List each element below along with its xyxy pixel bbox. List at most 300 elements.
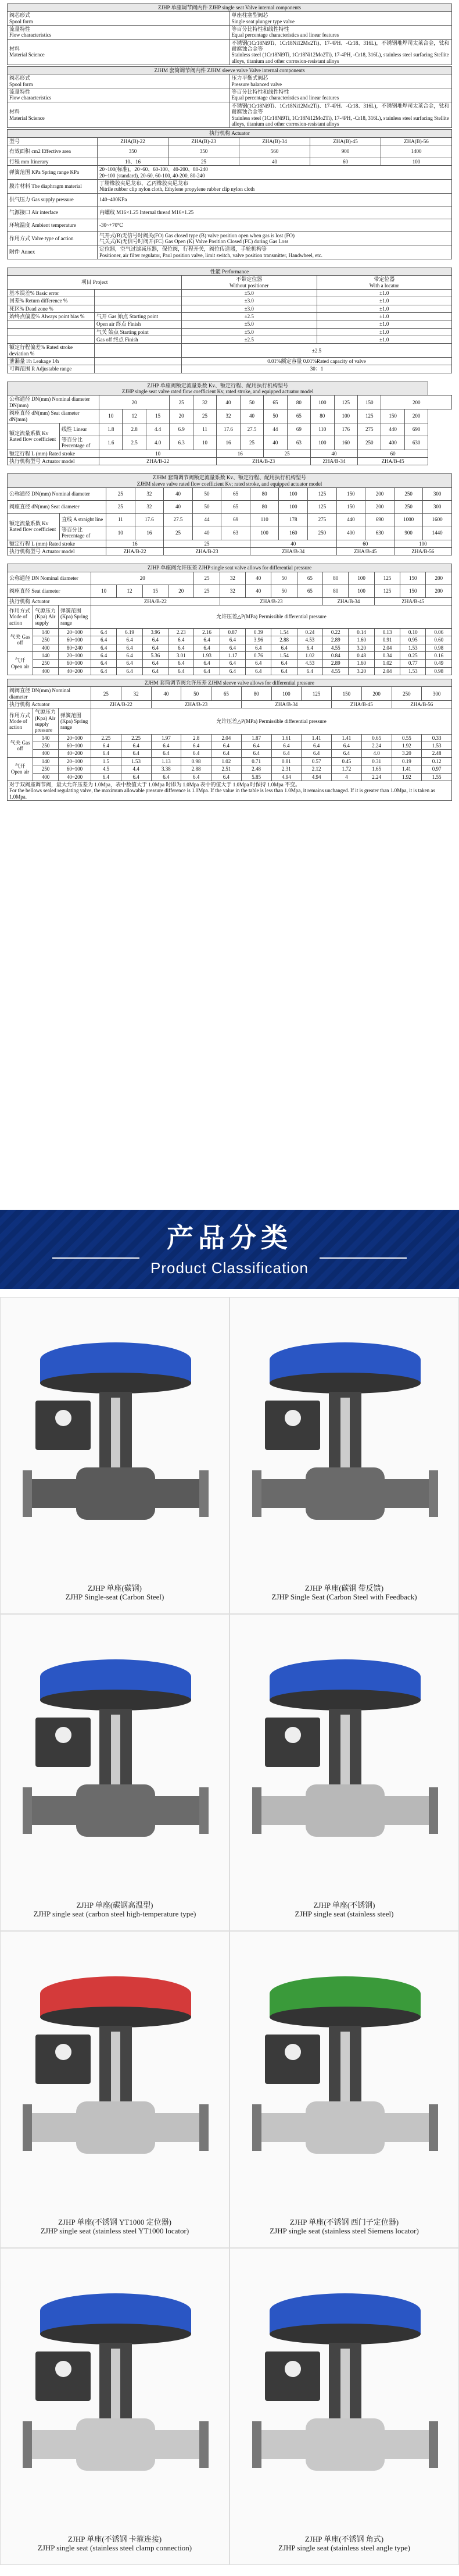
kv1-eq: 250: [357, 436, 381, 450]
valve-photo: [12, 1305, 218, 1584]
spec-row: [8, 88, 452, 102]
performance-table: [7, 268, 452, 373]
kv1-eq: 6.3: [170, 436, 193, 450]
inlet-flange: [23, 2104, 32, 2151]
dp1-value: 6.4: [246, 667, 271, 675]
kv2-linear: 110: [250, 513, 279, 526]
dp2-value: 1.53: [422, 742, 452, 750]
inlet-flange: [252, 2421, 261, 2468]
kv2-seat: 32: [135, 500, 164, 513]
kv2-stroke: 60: [336, 540, 394, 547]
dp2-value: 0.55: [392, 734, 422, 742]
kv2-dn: 250: [394, 487, 423, 500]
kv2-dn: 25: [106, 487, 135, 500]
kv1-eq: 100: [311, 436, 334, 450]
product-caption: [230, 1901, 458, 1919]
valve-inlet: [30, 1796, 76, 1825]
valve-inlet: [259, 2113, 306, 2142]
dp1-value: 1.93: [194, 652, 220, 660]
performance-row: [8, 365, 452, 373]
dp1-supply: 250: [33, 660, 59, 667]
dp2-value: 6.4: [241, 750, 271, 757]
outlet-flange: [199, 1787, 209, 1834]
actuator-stroke: 10、16: [98, 158, 168, 165]
dp2-value: 6.4: [91, 742, 121, 750]
actuator-flange: [270, 2007, 421, 2028]
dp2-value: 6.4: [151, 750, 181, 757]
dp1-value: 6.4: [271, 660, 297, 667]
dp2-value: 2.12: [302, 765, 332, 773]
dp1-spring: 40~200: [59, 667, 91, 675]
dp1-value: 6.4: [91, 644, 117, 651]
performance-sub: Open air 终点 Finish: [95, 320, 182, 328]
kv2-dn: 200: [365, 487, 395, 500]
valve-photo: [242, 2256, 448, 2535]
dp1-value: 6.4: [142, 644, 168, 651]
dp1-seat: 65: [297, 585, 322, 597]
actuator-flange: [40, 1690, 191, 1711]
performance-sub: [95, 297, 182, 305]
kv2-linear: 178: [279, 513, 308, 526]
spec-value-line: Equal percentage characteristics and linear features: [231, 95, 339, 101]
valve-photo: [12, 2256, 218, 2535]
product-classification-banner: [0, 1210, 459, 1289]
dp1-spring: 20~100: [59, 652, 91, 660]
dp1-value: 0.14: [349, 628, 374, 636]
dp1-value: 6.4: [91, 660, 117, 667]
dp2-value: 0.98: [181, 757, 211, 765]
dp1-value: 4.55: [323, 667, 349, 675]
kv2-actuator: ZHA/B-34: [250, 547, 336, 555]
dp1-dn: 80: [323, 572, 349, 585]
spring-range-cn: 20~100(标准)，20~60、60-100、40-200、80-240: [99, 166, 208, 173]
valve-photo: [242, 1622, 448, 1901]
outlet-flange: [199, 2104, 209, 2151]
spec-value-line: Stainless steel (1Cr18Ni9Ti, 1Cr18Ni12Mo2Ti), 17-4PH, -Cr18, 316L), stainless steel surfacing Stellite alloys, titanium and other corrosion-resistant alloys: [231, 52, 449, 64]
action-fc: 气关式(K)无信号时阀开(FC) Gas Open (K) Valve Position Closed (FC) during Gas Loss: [99, 238, 289, 244]
kv1-eq: 160: [334, 436, 357, 450]
zjhm-internals-table: [7, 66, 452, 128]
outlet-flange: [199, 1470, 209, 1517]
dp1-col-spring: 弹簧范围 (Kpa) Spring range: [59, 605, 91, 628]
dp1-value: 6.4: [194, 644, 220, 651]
kv2-linear-label: 直线 A straight line: [60, 513, 106, 526]
dp1-dn: 125: [374, 572, 400, 585]
kv2-eq: 630: [365, 526, 395, 540]
dp2-col-spring: 弹簧范围 (Kpa) Spring range: [59, 708, 91, 734]
product-caption-en: ZJHP single seat (stainless steel Siemens locator): [270, 2226, 419, 2236]
product-caption-cn: ZJHP 单座(不锈钢 卡箍连接): [67, 2535, 162, 2544]
dp1-value: 0.13: [374, 628, 400, 636]
dp1-actuator-label: 执行机构 Actuator: [8, 597, 91, 605]
dp1-mode-open-air: 气开 Open air: [8, 652, 33, 675]
kv1-dn: 20: [99, 396, 170, 409]
dp2-value: 2.04: [211, 734, 242, 742]
dp2-value: 2.8: [181, 734, 211, 742]
actuator-stroke: 100: [381, 158, 452, 165]
spec-value-line: 等百分比特性和线性特性: [231, 26, 289, 33]
dp1-value: 1.60: [349, 660, 374, 667]
product-card[interactable]: [0, 1614, 230, 1931]
zjhm-dp-title: ZJHM 套筒调节阀允许压差 ZJHM sleeve valve allows for differential pressure: [8, 679, 452, 687]
actuator-model: ZHA(B)-45: [310, 137, 381, 145]
kv2-dn: 32: [135, 487, 164, 500]
kv1-actuator: ZHA/B-34: [311, 457, 358, 465]
dp2-actuator: ZHA/B-22: [91, 701, 152, 708]
kv1-linear: 6.9: [170, 423, 193, 436]
kv2-linear: 27.5: [164, 513, 193, 526]
banner-title-en: Product Classification: [150, 1259, 309, 1277]
valve-outlet: [155, 2113, 202, 2142]
dp2-supply: 250: [33, 742, 59, 750]
dp1-value: 5.36: [142, 652, 168, 660]
dp1-dn: 100: [349, 572, 374, 585]
kv2-stroke: 100: [394, 540, 451, 547]
dp1-row: [8, 628, 452, 636]
kv2-linear: 690: [365, 513, 395, 526]
spec-row: [8, 39, 452, 65]
dp2-value: 6.4: [181, 750, 211, 757]
valve-stem: [111, 2349, 120, 2418]
dp1-value: 0.16: [426, 652, 452, 660]
product-caption: [230, 2218, 458, 2236]
dp1-value: 6.4: [297, 644, 322, 651]
dp2-value: 1.55: [422, 773, 452, 781]
spec-label: [8, 39, 230, 65]
performance-label: [8, 320, 95, 328]
kv1-dn: 150: [357, 396, 381, 409]
dp2-value: 1.41: [392, 765, 422, 773]
dp1-seat: 10: [91, 585, 117, 597]
performance-row: [8, 336, 452, 344]
dp1-seat: 125: [374, 585, 400, 597]
actuator-stroke: 60: [310, 158, 381, 165]
valve-stem: [111, 2032, 120, 2101]
actuator-flange: [270, 1373, 421, 1394]
product-card[interactable]: [230, 1297, 459, 1614]
performance-row: [8, 290, 452, 297]
dp2-value: 6.4: [181, 742, 211, 750]
dp1-dn: 40: [246, 572, 271, 585]
dp1-supply: 400: [33, 644, 59, 651]
action-label: 作用方式 Valve type of action: [8, 231, 98, 245]
actuator-area: 560: [239, 145, 310, 158]
spec-value-line: 不锈钢(1Cr18Ni9Ti、1Cr18Ni12Mo2Ti)、17-4PH、-Cr18、316L)，不锈钢堆焊司太莱合金，钛和耐腐蚀合金等: [231, 40, 450, 52]
performance-with: ±1.0: [317, 305, 452, 312]
dp2-dn-label: 阀阀直径 DN(mm) Nominal diameter: [8, 687, 91, 701]
dp1-dn: 32: [220, 572, 245, 585]
dp2-value: 4.5: [91, 765, 121, 773]
product-caption: [230, 2535, 458, 2553]
performance-row: [8, 358, 452, 365]
kv1-eq: 2.5: [123, 436, 146, 450]
valve-stem: [111, 1715, 120, 1784]
valve-stem: [340, 2032, 350, 2101]
dp2-value: 0.57: [302, 757, 332, 765]
kv2-dn: 65: [221, 487, 250, 500]
without-positioner-cn: 不带定位器: [236, 276, 263, 283]
dp2-dn: 80: [241, 687, 271, 701]
kv1-dn: 80: [287, 396, 310, 409]
performance-sub: [95, 365, 182, 373]
kv1-seat: 50: [264, 409, 287, 423]
spec-label: [8, 102, 230, 127]
kv1-stroke: 25: [264, 450, 311, 457]
spec-label-line: Spool form: [9, 18, 33, 24]
dp2-col-mode: 作用方式 Mode of action: [8, 708, 33, 734]
dp2-value: 1.72: [332, 765, 362, 773]
product-caption-en: ZJHP Single Seat (Carbon Steel with Feedback): [271, 1592, 417, 1602]
product-caption: [230, 1584, 458, 1602]
dp2-value: 6.4: [211, 750, 242, 757]
kv2-linear: 1600: [423, 513, 452, 526]
performance-with: ±1.0: [317, 313, 452, 320]
performance-with: ±1.0: [317, 290, 452, 297]
kv1-eq: 63: [287, 436, 310, 450]
spec-value-line: 单座柱塞型阀芯: [231, 12, 268, 19]
spec-label: [8, 88, 230, 102]
dp1-value: 6.4: [194, 660, 220, 667]
dp1-actuator: ZHA/B-23: [220, 597, 322, 605]
dp2-actuator: ZHA/B-45: [332, 701, 392, 708]
dp2-value: 1.41: [332, 734, 362, 742]
dp2-value: 1.5: [91, 757, 121, 765]
performance-value: ±2.5: [182, 344, 452, 358]
spec-label-line: Material Science: [9, 52, 45, 58]
dp2-value: 3.38: [151, 765, 181, 773]
dp1-dn: 65: [297, 572, 322, 585]
product-card[interactable]: [0, 2248, 230, 2565]
spec-value-line: 不锈钢(1Cr18Ni9Ti、1Cr18Ni12Mo2Ti)、17-4PH、-Cr18、316L)，不锈钢堆焊司太莱合金，钛和耐腐蚀合金等: [231, 102, 450, 115]
dp1-seat: 150: [400, 585, 426, 597]
dp1-value: 3.96: [142, 628, 168, 636]
pressure-gauge-icon: [55, 2361, 71, 2377]
spec-value: [230, 12, 452, 26]
supply-value: 140~400KPa: [98, 193, 452, 206]
dp2-value: 4.4: [121, 765, 151, 773]
spec-label-line: Flow characteristics: [9, 32, 52, 38]
interface-label: 气源接口 Air interface: [8, 206, 98, 219]
pressure-gauge-icon: [55, 1727, 71, 1743]
kv1-eq-label: 等百分比 Percentage of: [60, 436, 99, 450]
kv1-actuator: ZHA/B-22: [99, 457, 217, 465]
dp1-value: 0.06: [426, 628, 452, 636]
product-card[interactable]: [0, 1931, 230, 2248]
dp2-value: 6.4: [211, 742, 242, 750]
zjhm-kv-title-en: ZJHM sleeve valve rated flow coefficient Kv; rated stroke, and equipped actuator model: [137, 480, 322, 487]
dp2-value: 4.94: [302, 773, 332, 781]
dp2-spring: 60~100: [59, 765, 91, 773]
product-caption: [1, 2535, 229, 2553]
dp2-spring: 20~100: [59, 757, 91, 765]
dp1-value: 3.01: [168, 652, 194, 660]
dp1-value: 0.76: [246, 652, 271, 660]
kv2-seat: 40: [164, 500, 193, 513]
product-card[interactable]: [230, 1614, 459, 1931]
performance-without: ±5.0: [182, 328, 317, 336]
product-card[interactable]: [230, 2248, 459, 2565]
spec-value-line: 等百分比特性和线性特性: [231, 89, 289, 95]
dp1-value: 2.89: [323, 660, 349, 667]
kv1-seat: 25: [193, 409, 216, 423]
dp1-value: 6.4: [220, 667, 245, 675]
dp1-seat: 12: [117, 585, 142, 597]
product-caption-cn: ZJHP 单座(碳钢高温型): [76, 1901, 153, 1910]
kv2-seat: 125: [308, 500, 337, 513]
dp2-dn: 150: [332, 687, 362, 701]
kv1-linear: 110: [311, 423, 334, 436]
kv1-stroke: 40: [311, 450, 358, 457]
diaphragm-label: 膜片材料 The diaphragm material: [8, 179, 98, 193]
pressure-gauge-icon: [285, 1410, 301, 1426]
performance-without: ±3.0: [182, 297, 317, 305]
dp1-dn: 50: [271, 572, 297, 585]
dp1-value: 1.02: [374, 660, 400, 667]
actuator-area: 900: [310, 145, 381, 158]
dp2-value: 1.97: [151, 734, 181, 742]
kv2-dn: 100: [279, 487, 308, 500]
dp1-seat: 25: [194, 585, 220, 597]
valve-outlet: [385, 1479, 431, 1508]
dp2-value: 0.45: [332, 757, 362, 765]
kv2-eq: 160: [279, 526, 308, 540]
kv1-stroke: 60: [357, 450, 428, 457]
kv1-dn: 25: [170, 396, 193, 409]
temp-value: -30~+70℃: [98, 219, 452, 231]
dp1-value: 6.4: [297, 667, 322, 675]
spec-label: [8, 26, 230, 40]
spring-range-label: 弹簧范围 KPa Spring range KPa: [8, 166, 98, 180]
dp2-row: [8, 765, 452, 773]
performance-sub: 气开 Gas 始点 Starting point: [95, 313, 182, 320]
zjhp-dp-table: [7, 564, 452, 675]
kv2-seat: 250: [394, 500, 423, 513]
performance-sub: [95, 305, 182, 312]
dp1-row: [8, 652, 452, 660]
performance-without: ±3.0: [182, 305, 317, 312]
valve-inlet: [30, 2430, 76, 2459]
dp2-value: 6.4: [302, 750, 332, 757]
dp1-seat: 20: [168, 585, 194, 597]
dp1-value: 6.4: [220, 660, 245, 667]
dp2-value: 2.24: [361, 742, 392, 750]
dp1-value: 0.95: [400, 636, 426, 644]
kv2-dn: 125: [308, 487, 337, 500]
performance-project: 项目 Project: [8, 276, 182, 290]
zjhm-kv-title: ZJHM 套筒调节阀额定流量系数 Kv、额定行程、配用执行机构型号: [152, 475, 306, 481]
zjhp-dp-title: ZJHP 单座阀允许压差 ZJHP single seat valve allows for differential pressure: [8, 564, 452, 572]
dp2-value: 6.4: [211, 773, 242, 781]
dp2-value: 1.53: [121, 757, 151, 765]
valve-body: [76, 2101, 155, 2154]
kv2-dn: 150: [336, 487, 365, 500]
kv1-eq: 25: [240, 436, 263, 450]
product-caption: [1, 1901, 229, 1919]
kv1-seat: 32: [217, 409, 240, 423]
zjhp-kv-table: [7, 382, 452, 465]
pressure-gauge-icon: [285, 2044, 301, 2060]
dp2-dn: 50: [181, 687, 211, 701]
inlet-flange: [252, 1787, 261, 1834]
spec-row: [8, 12, 452, 26]
valve-outlet: [155, 2430, 202, 2459]
kv1-seat: 12: [123, 409, 146, 423]
dp1-actuator: ZHA/B-45: [374, 597, 451, 605]
actuator-model: ZHA(B)-56: [381, 137, 452, 145]
dp2-dn: 25: [91, 687, 121, 701]
performance-row: [8, 320, 452, 328]
valve-inlet: [259, 1479, 306, 1508]
actuator-title: 执行机构 Actuator: [8, 130, 452, 137]
dp1-seat: 100: [349, 585, 374, 597]
kv2-eq: 900: [394, 526, 423, 540]
inlet-flange: [23, 1470, 32, 1517]
dp2-value: 6.4: [91, 773, 121, 781]
kv1-kv-label: 额定流量系数 Kv Rated flow coefficient: [8, 423, 60, 450]
dp1-row: [8, 644, 452, 651]
kv2-seat: 25: [106, 500, 135, 513]
dp2-dn: 200: [361, 687, 392, 701]
dp2-actuator: ZHA/B-34: [241, 701, 331, 708]
dp2-supply: 400: [33, 750, 59, 757]
dp2-spring: 40~200: [59, 773, 91, 781]
dp1-seat-label: 阀座直径 Seat diameter: [8, 585, 91, 597]
dp2-value: 6.4: [151, 773, 181, 781]
dp1-value: 1.60: [349, 636, 374, 644]
spec-label-line: Spool form: [9, 81, 33, 87]
dp2-value: 6.4: [121, 773, 151, 781]
dp2-value: 2.48: [422, 750, 452, 757]
valve-body: [306, 1467, 385, 1520]
dp2-value: 1.92: [392, 742, 422, 750]
kv2-linear: 17.6: [135, 513, 164, 526]
valve-photo: [242, 1305, 448, 1584]
kv1-dn: 50: [240, 396, 263, 409]
dp1-spring: 80~240: [59, 644, 91, 651]
spec-row: [8, 74, 452, 88]
kv1-linear: 44: [264, 423, 287, 436]
dp1-row: [8, 636, 452, 644]
kv2-dn-label: 公称通径 DN(mm) Nominal diameter: [8, 487, 106, 500]
actuator-stroke: 25: [168, 158, 239, 165]
performance-value: 30：1: [182, 365, 452, 373]
product-caption-en: ZJHP single seat (stainless steel angle type): [278, 2543, 410, 2553]
dp1-supply: 400: [33, 667, 59, 675]
kv1-linear: 1.8: [99, 423, 123, 436]
kv1-dn: 200: [381, 396, 452, 409]
dp2-col-supply: 气源压力 (Kpa) Air supply pressure: [33, 708, 59, 734]
kv1-seat: 10: [99, 409, 123, 423]
dp2-dn: 100: [271, 687, 302, 701]
dp2-row: [8, 742, 452, 750]
kv2-eq: 250: [308, 526, 337, 540]
product-card[interactable]: [230, 1931, 459, 2248]
dp2-value: 1.65: [361, 765, 392, 773]
dp2-dn: 32: [121, 687, 151, 701]
dp2-supply: 140: [33, 757, 59, 765]
dp1-value: 6.4: [117, 660, 142, 667]
spec-label-line: 材料: [9, 109, 20, 115]
valve-body: [76, 1467, 155, 1520]
dp2-mode-open-air: 气开 Open air: [8, 757, 33, 781]
product-card[interactable]: [0, 1297, 230, 1614]
kv2-stroke-label: 额定行程 L (mm) Rated stroke: [8, 540, 106, 547]
kv1-dn: 100: [311, 396, 334, 409]
kv1-stroke: 16: [217, 450, 264, 457]
performance-without: ±2.5: [182, 336, 317, 344]
dp2-supply: 400: [33, 773, 59, 781]
valve-outlet: [385, 1796, 431, 1825]
